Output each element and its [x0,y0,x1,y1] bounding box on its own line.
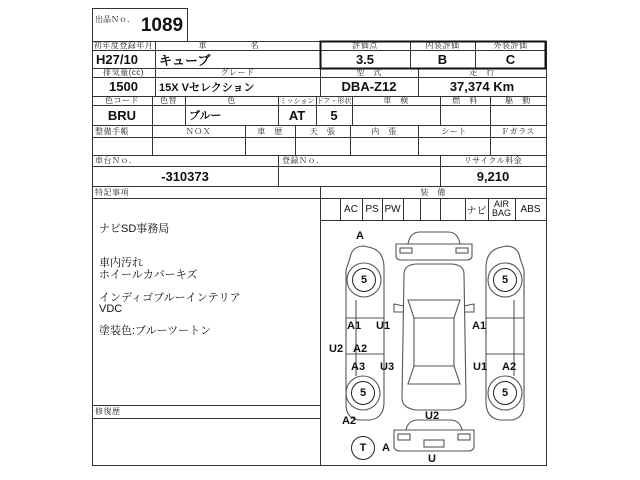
damage-mark: U2 [329,343,344,355]
score-value: 3.5 [355,51,375,67]
lot-number: 1089 [140,15,184,36]
interior-trim-label: 内 張 [371,126,397,136]
interior-score-label: 内装評価 [425,41,460,50]
recycle-fee-value: 9,210 [476,168,510,184]
first-registration-value: H27/10 [96,51,138,67]
repair-history-label: 修復歴 [95,407,121,416]
damage-mark: A2 [502,361,517,373]
damage-mark: U1 [473,361,488,373]
drive-label: 駆 動 [505,96,531,105]
notes-label: 特記事項 [95,187,129,197]
note-line: ナビSD事務局 [99,223,170,235]
grade-label: グレード [220,68,255,77]
note-line: VDC [99,303,123,315]
car-name-value: キューブ [159,52,211,68]
damage-mark-circled: 5 [493,381,517,405]
equipment-label: 装 備 [420,187,446,197]
car-top-view [394,264,474,410]
exterior-score-value: C [505,51,516,67]
car-name-label: 車 名 [198,41,277,50]
headliner-label: 天 張 [309,126,336,136]
damage-mark: A2 [353,343,368,355]
nox-label: ＮＯＸ [185,126,212,136]
color-label: 色 [227,96,236,105]
displacement-value: 1500 [109,79,138,94]
mileage-value: 37,374 Km [449,79,515,94]
damage-mark: U2 [425,410,440,422]
exterior-score-label: 外装評価 [493,41,528,50]
color-change-label: 色替 [160,96,177,105]
damage-mark-circled: T [351,436,375,460]
damage-mark-circled: 5 [352,268,376,292]
first-registration-label: 初年度登録年月 [93,41,154,50]
displacement-label: 排気量(cc) [103,68,144,77]
equipment-airbag: AIR BAG [491,199,511,218]
history-label: 車 歴 [257,126,283,136]
recycle-fee-label: リサイクル料金 [463,156,523,165]
inspection-label: 車 検 [383,96,409,105]
damage-mark: A [382,442,390,454]
note-line: 塗装色:ブルーツートン [99,325,212,337]
interior-score-value: B [437,51,448,67]
equipment-ps: PS [365,203,379,215]
score-label: 評価点 [352,41,378,50]
lot-number-label: 出品Ｎｏ． [95,14,135,24]
note-line: 車内汚れ [99,257,143,269]
transmission-label: ミッション [279,97,315,105]
seat-label: シート [441,126,467,136]
damage-mark: A3 [351,361,366,373]
chassis-number-value: -310373 [161,168,209,184]
note-line: インディゴブルーインテリア [99,292,241,304]
car-rear-view [394,420,474,451]
equipment-navi: ナビ [466,205,487,217]
registration-number-label: 登録Ｎｏ． [282,156,325,165]
fuel-label: 燃 料 [452,96,478,105]
damage-mark-circled: 5 [351,381,375,405]
color-code-value: BRU [107,107,137,123]
service-book-label: 整備手帳 [95,126,129,136]
doors-value: 5 [330,107,338,123]
transmission-value: AT [288,107,306,123]
damage-mark: A [356,230,364,242]
car-front-view [396,232,472,260]
windshield-label: Ｆガラス [501,126,535,136]
damage-mark: A1 [347,320,362,332]
equipment-abs: ABS [520,203,541,215]
damage-mark-circled: 5 [493,268,517,292]
mileage-label: 走 行 [469,68,495,77]
damage-mark: U1 [376,320,391,332]
grade-value: 15X Vセレクション [159,81,255,94]
equipment-ac: AC [344,203,358,215]
model-code-label: 型 式 [356,68,382,77]
damage-mark: A2 [342,415,357,427]
damage-mark: U3 [380,361,395,373]
color-code-label: 色コード [105,96,139,105]
damage-mark: A1 [472,320,487,332]
note-line: ホイールカバーキズ [99,269,198,281]
chassis-number-label: 車台Ｎｏ． [95,156,138,165]
model-code-value: DBA-Z12 [341,79,397,94]
damage-mark: U [428,453,436,465]
door-shape-label: ドア・形状 [316,97,352,105]
color-value: ブルー [189,110,222,122]
equipment-pw: PW [384,203,401,215]
